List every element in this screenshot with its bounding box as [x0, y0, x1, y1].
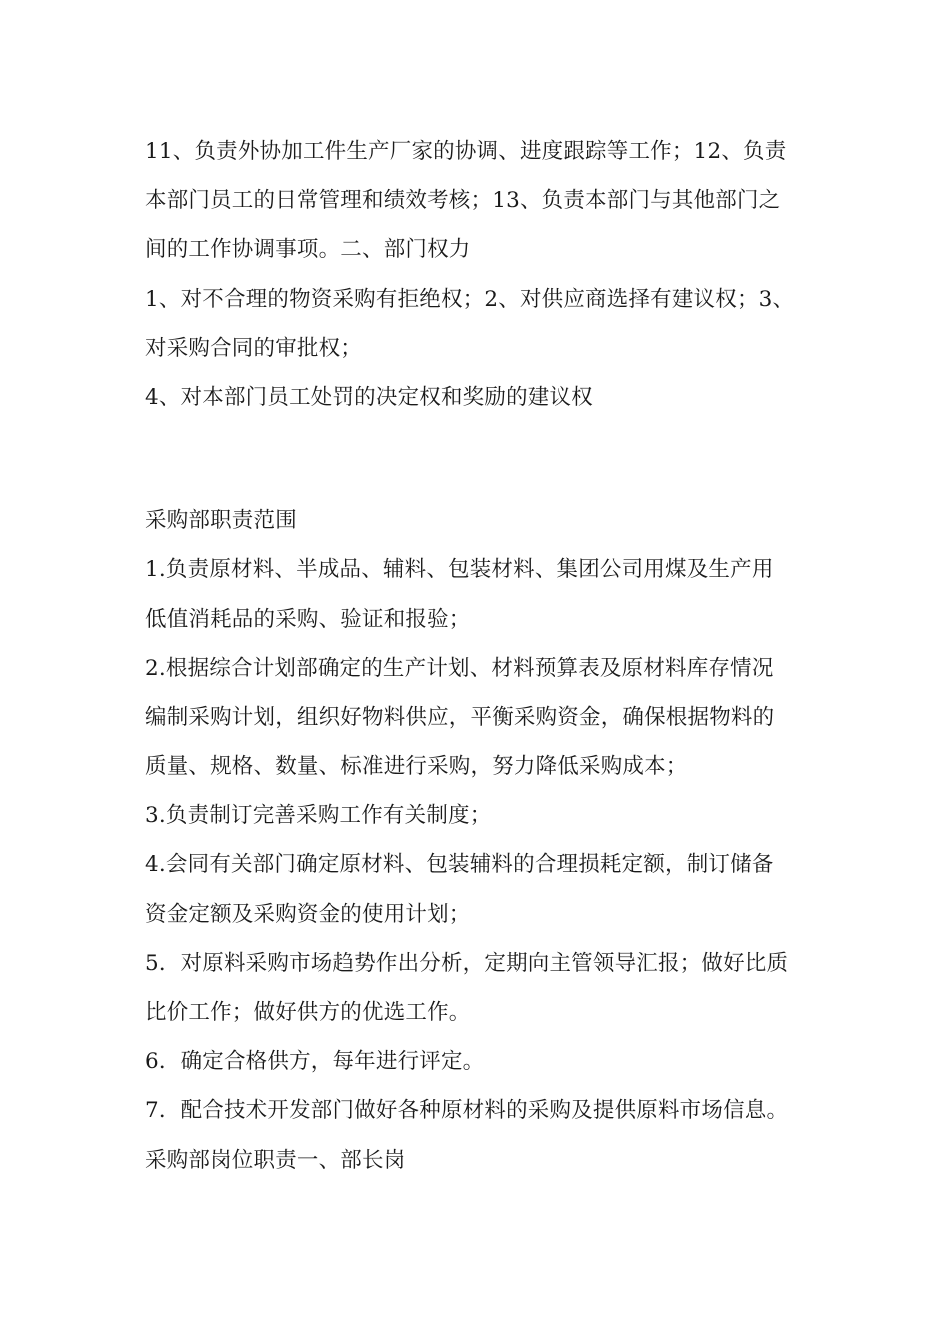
text-line: 对采购合同的审批权；: [145, 335, 363, 361]
section-heading: 采购部职责范围: [145, 508, 297, 534]
text-line: 间的工作协调事项。二、部门权力: [145, 237, 471, 263]
text-line: 资金定额及采购资金的使用计划；: [145, 901, 471, 927]
text-line: 1.负责原材料、半成品、辅料、包装材料、集团公司用煤及生产用: [145, 557, 774, 583]
text-line: 采购部岗位职责一、部长岗: [145, 1147, 406, 1173]
text-line: 4.会同有关部门确定原材料、包装辅料的合理损耗定额，制订储备: [145, 852, 774, 878]
text-line: 本部门员工的日常管理和绩效考核；13、负责本部门与其他部门之: [145, 188, 781, 214]
document-page: [145, 127, 810, 1185]
paragraph-gap: [145, 422, 810, 496]
text-line: 编制采购计划，组织好物料供应，平衡采购资金，确保根据物料的: [145, 704, 775, 730]
text-line: 7．配合技术开发部门做好各种原材料的采购及提供原料市场信息。: [145, 1098, 789, 1124]
text-line: 比价工作；做好供方的优选工作。: [145, 1000, 471, 1025]
text-line: 3.负责制订完善采购工作有关制度；: [145, 803, 492, 829]
text-line: 4、对本部门员工处罚的决定权和奖励的建议权: [145, 384, 593, 410]
section-procurement-scope: [145, 496, 810, 1185]
text-line: 质量、规格、数量、标准进行采购，努力降低采购成本；: [145, 754, 688, 780]
text-line: 5．对原料采购市场趋势作出分析，定期向主管领导汇报；做好比质: [145, 950, 789, 976]
text-line: 低值消耗品的采购、验证和报验；: [145, 606, 471, 632]
text-line: 6．确定合格供方，每年进行评定。: [145, 1049, 485, 1075]
text-line: 1、对不合理的物资采购有拒绝权；2、对供应商选择有建议权；3、: [145, 286, 795, 312]
text-line: 2.根据综合计划部确定的生产计划、材料预算表及原材料库存情况: [145, 655, 774, 681]
section-department-authority: [145, 127, 810, 422]
text-line: 11、负责外协加工件生产厂家的协调、进度跟踪等工作；12、负责: [145, 139, 787, 164]
